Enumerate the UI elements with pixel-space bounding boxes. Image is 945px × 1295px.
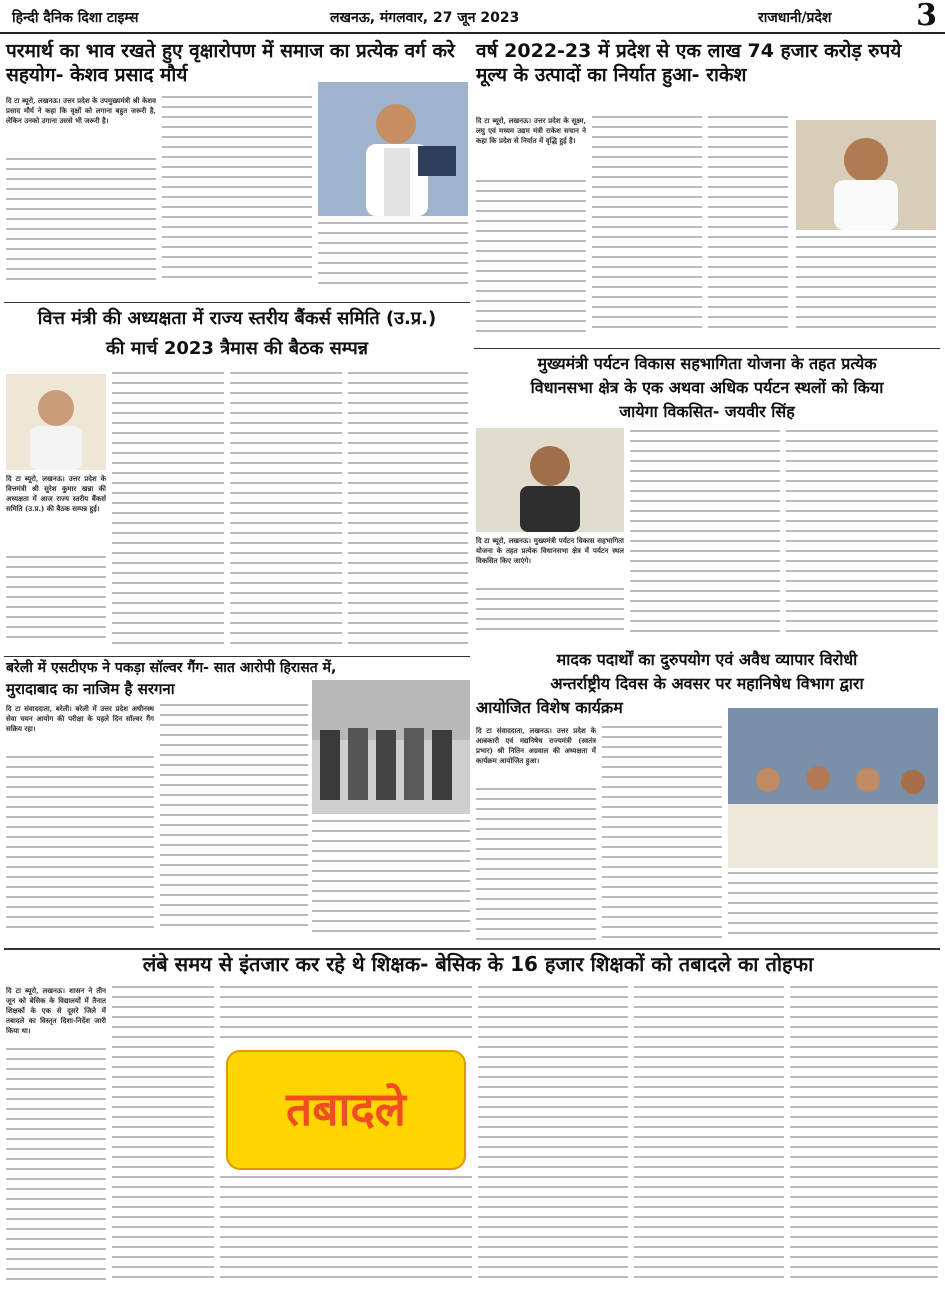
export-body-col4	[796, 236, 936, 340]
drugs-headline-2: अन्तर्राष्ट्रीय दिवस के अवसर पर महानिषेध विभाग द्वारा	[550, 674, 864, 693]
transfer-badge: तबादले	[226, 1050, 466, 1170]
tourism-headline-2: विधानसभा क्षेत्र के एक अथवा अधिक पर्यटन स्थलों को किया	[530, 378, 884, 397]
teachers-body-col3	[220, 986, 472, 1046]
stf-lead: दि टा संवाददाता, बरेली। बरेली में उत्तर प्रदेश अधीनस्थ सेवा चयन आयोग की परीक्षा के पहले दिन सॉल्वर गैंग सक्रिय रहा।	[6, 704, 154, 733]
teachers-body-col5	[478, 986, 628, 1288]
section-name: राजधानी/प्रदेश	[758, 10, 832, 26]
divider	[474, 348, 940, 349]
teachers-body-col1	[6, 1048, 106, 1288]
divider	[4, 656, 470, 657]
stf-body-col1	[6, 756, 154, 942]
teachers-body-col6	[634, 986, 784, 1288]
banking-lead: दि टा ब्यूरो, लखनऊ। उत्तर प्रदेश के वित्तमंत्री श्री सुरेश कुमार खन्ना की अध्यक्षता में आज राज्य स्तरीय बैंकर्स समिति (उ.प्र.) की बैठक सम्पन्न हुई।	[6, 474, 106, 513]
banking-headline-1: वित्त मंत्री की अध्यक्षता में राज्य स्तरीय बैंकर्स समिति (उ.प्र.)	[37, 308, 437, 329]
teachers-body-col7	[790, 986, 938, 1288]
stf-headline-2: मुरादाबाद का नाजिम है सरगना	[6, 680, 175, 698]
drugs-headline-1: मादक पदार्थों का दुरुपयोग एवं अवैध व्यापार विरोधी	[556, 650, 858, 669]
masthead	[0, 0, 945, 34]
finance-minister-photo	[6, 374, 106, 470]
drugs-lead: दि टा संवाददाता, लखनऊ। उत्तर प्रदेश के आबकारी एवं मद्यनिषेध राज्यमंत्री (स्वतंत्र प्रभार) श्री नितिन अग्रवाल की अध्यक्षता में कार्यक्रम आयोजित हुआ।	[476, 726, 596, 765]
banking-headline-2: की मार्च 2023 त्रैमास की बैठक सम्पन्न	[105, 338, 368, 359]
drugs-event-photo	[728, 708, 938, 868]
tourism-headline-3: जायेगा विकसित- जयवीर सिंह	[619, 402, 795, 421]
stf-body-col3	[312, 820, 470, 942]
divider	[4, 948, 940, 950]
banking-body-col2	[112, 372, 224, 652]
export-body-col1	[476, 180, 586, 340]
tourism-body-col3	[786, 430, 938, 644]
teachers-headline: लंबे समय से इंतजार कर रहे थे शिक्षक- बेसिक के 16 हजार शिक्षकों को तबादले का तोहफा	[142, 952, 814, 976]
banking-body-col4	[348, 372, 468, 652]
banking-body-col3	[230, 372, 342, 652]
drugs-body-col3	[728, 872, 938, 948]
rakesh-photo	[796, 120, 936, 230]
minister-photo	[318, 82, 468, 216]
export-lead: दि टा ब्यूरो, लखनऊ। उत्तर प्रदेश के सूक्ष्म, लघु एवं मध्यम उद्यम मंत्री राकेश सचान ने कहा कि प्रदेश से निर्यात में वृद्धि हुई है।	[476, 116, 586, 145]
paper-name: हिन्दी दैनिक दिशा टाइम्स	[12, 10, 139, 26]
tree-body-col3	[318, 222, 468, 298]
stf-headline-1: बरेली में एसटीएफ ने पकड़ा सॉल्वर गैंग- सात आरोपी हिरासत में,	[6, 660, 337, 676]
tourism-body-col1	[476, 588, 624, 644]
teachers-lead: दि टा ब्यूरो, लखनऊ। शासन ने तीन जून को बेसिक के विद्यालयों में तैनात शिक्षकों के एक से दूसरे जिले में तबादले का विस्तृत दिशा-निर्देश जारी किया था।	[6, 986, 106, 1035]
drugs-body-col2	[602, 726, 722, 948]
divider	[4, 302, 470, 303]
tree-lead: दि टा ब्यूरो, लखनऊ। उत्तर प्रदेश के उपमुख्यमंत्री श्री केशव प्रसाद मौर्य ने कहा कि वृक्षों को लगाना बहुत जरूरी है, लेकिन उनको उगाना उससे भी जरूरी है।	[6, 96, 156, 125]
tourism-lead: दि टा ब्यूरो, लखनऊ। मुख्यमंत्री पर्यटन विकास सहभागिता योजना के तहत प्रत्येक विधानसभा क्षेत्र में पर्यटन स्थल विकसित किए जाएंगे।	[476, 536, 624, 565]
drugs-body-col1	[476, 788, 596, 948]
export-headline: वर्ष 2022-23 में प्रदेश से एक लाख 74 हजार करोड़ रुपये मूल्य के उत्पादों का निर्यात हुआ- राकेश	[476, 40, 902, 86]
stf-body-col2	[160, 704, 308, 942]
tourism-headline-1: मुख्यमंत्री पर्यटन विकास सहभागिता योजना के तहत प्रत्येक	[537, 354, 877, 373]
tourism-minister-photo	[476, 428, 624, 532]
teachers-body-col2	[112, 986, 214, 1288]
stf-arrest-photo	[312, 680, 470, 814]
tree-headline: परमार्थ का भाव रखते हुए वृक्षारोपण में समाज का प्रत्येक वर्ग करे सहयोग- केशव प्रसाद मौर्य	[6, 40, 455, 86]
export-body-col3	[708, 116, 788, 340]
tourism-body-col2	[630, 430, 780, 644]
tree-body-col2	[162, 96, 312, 296]
page-number: 3	[916, 0, 937, 33]
export-body-col2	[592, 116, 702, 340]
dateline: लखनऊ, मंगलवार, 27 जून 2023	[330, 10, 520, 26]
banking-body-col1	[6, 556, 106, 652]
drugs-headline-3: आयोजित विशेष कार्यक्रम	[476, 698, 623, 717]
tree-body	[6, 158, 156, 298]
teachers-body-col4	[220, 1176, 472, 1288]
